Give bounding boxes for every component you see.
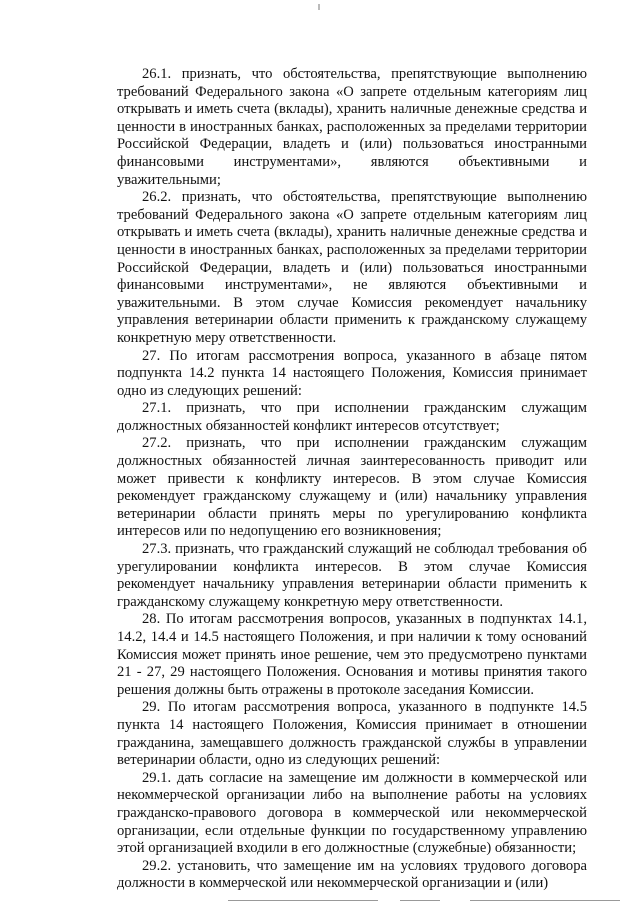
scan-footer-line-short bbox=[400, 900, 440, 901]
paragraph-28: 28. По итогам рассмотрения вопросов, указанных в подпунктах 14.1, 14.2, 14.4 и 14.5 настоящего Положения, и при наличии к тому оснований Комиссия может принять иное решение, чем это предусмотрено пунктами 21 - 27, 29 настоящего Положения. Основания и мотивы принятия такого решения должны быть отражены в протоколе заседания Комиссии. bbox=[117, 611, 587, 698]
paragraph-26-1: 26.1. признать, что обстоятельства, препятствующие выполнению требований Федерального закона «О запрете отдельным категориям лиц открывать и иметь счета (вклады), хранить наличные денежные средства и ценности в иностранных банках, расположенных за пределами территории Российской Федерации, владеть и (или) пользоваться иностранными финансовыми инструментами», являются объективными и уважительными; bbox=[117, 66, 587, 188]
scan-footer-line-right bbox=[470, 900, 620, 901]
paragraph-29-2: 29.2. установить, что замещение им на условиях трудового договора должности в коммерческой или некоммерческой организации и (или) bbox=[117, 857, 587, 892]
paragraph-27-3: 27.3. признать, что гражданский служащий не соблюдал требования об урегулировании конфликта интересов. В этом случае Комиссия рекомендует начальнику управления ветеринарии области применить к гражданскому служащему конкретную меру ответственности. bbox=[117, 541, 587, 610]
paragraph-29-1: 29.1. дать согласие на замещение им должности в коммерческой или некоммерческой организации либо на выполнение работы на условиях гражданско-правового договора в коммерческой или некоммерческой организации, если отдельные функции по государственному управлению этой организацией входили в его должностные (служебные) обязанности; bbox=[117, 769, 587, 857]
document-page bbox=[117, 66, 587, 893]
paragraph-26-2: 26.2. признать, что обстоятельства, препятствующие выполнению требований Федерального закона «О запрете отдельным категориям лиц открывать и иметь счета (вклады), хранить наличные денежные средства и ценности в иностранных банках, расположенных за пределами территории Российской Федерации, владеть и (или) пользоваться иностранными финансовыми инструментами», не являются объективными и уважительными. В этом случае Комиссия рекомендует начальнику управления ветеринарии области применить к гражданскому служащему конкретную меру ответственности. bbox=[117, 189, 587, 346]
scan-artifact-mark bbox=[318, 4, 320, 10]
scan-footer-line bbox=[228, 900, 378, 901]
paragraph-27-1: 27.1. признать, что при исполнении гражданским служащим должностных обязанностей конфликт интересов отсутствует; bbox=[117, 400, 587, 434]
paragraph-27: 27. По итогам рассмотрения вопроса, указанного в абзаце пятом подпункта 14.2 пункта 14 настоящего Положения, Комиссия принимает одно из следующих решений: bbox=[117, 347, 587, 399]
paragraph-27-2: 27.2. признать, что при исполнении гражданским служащим должностных обязанностей личная заинтересованность приводит или может привести к конфликту интересов. В этом случае Комиссия рекомендует гражданскому служащему и (или) начальнику управления ветеринарии области принять меры по урегулированию конфликта интересов или по недопущению его возникновения; bbox=[117, 435, 587, 540]
paragraph-29: 29. По итогам рассмотрения вопроса, указанного в подпункте 14.5 пункта 14 настоящего Положения, Комиссия принимает в отношении гражданина, замещавшего должность гражданской службы в управлении ветеринарии области, одно из следующих решений: bbox=[117, 699, 587, 769]
